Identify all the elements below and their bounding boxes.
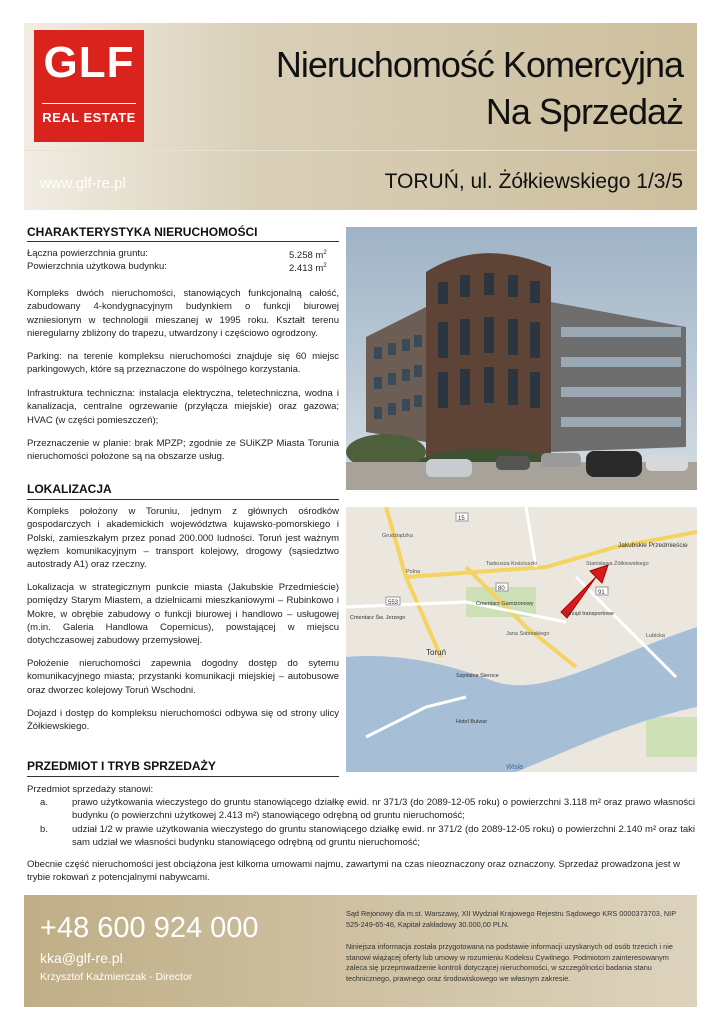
logo-divider <box>42 103 136 104</box>
map-street-kosciuszki: Tadeusza Kościuszki <box>486 561 538 567</box>
spec-label: Powierzchnia użytkowa budynku: <box>27 261 167 272</box>
legal-court-info: Sąd Rejonowy dla m.st. Warszawy, XII Wydział Krajowego Rejestru Sądowego KRS 0000373703, NIP 525-249-65-46, Kapitał zakładowy 30.000,00 PLN. <box>346 909 676 929</box>
parking-paragraph: Parking: na terenie kompleksu nieruchomości znajduje się 60 miejsc parkingowych, które są przeznaczone do wspólnego korzystania. <box>27 351 339 376</box>
spec-label: Łączna powierzchnia gruntu: <box>27 248 148 259</box>
sale-item-text: udział 1/2 w prawie użytkowania wieczystego do gruntu stanowiącego działkę ewid. nr 371/2 (do 2089-12-05 roku) o powierzchni 2.140 m² oraz taki sam udział we własności budynku stanowiącego odrębną od gruntu nieruchomość; <box>72 824 695 849</box>
sale-intro: Przedmiot sprzedaży stanowi: <box>27 784 154 795</box>
location-paragraph-3: Położenie nieruchomości zapewnia dogodny dostęp do sytemu komunikacyjnego miasta; przystanki komunikacji miejskiej – autobusowe oraz dworzec kolejowy Toruń Wschodni. <box>27 658 339 696</box>
header-divider <box>24 150 697 151</box>
characteristics-rule <box>27 241 339 242</box>
map-street-polna: Polna <box>406 569 421 575</box>
legal-disclaimer: Niniejsza informacja została przygotowana na podstawie informacji uzyskanych od osób trzecich i nie stanowi wiążącej oferty lub umowy w rozumieniu Kodeksu Cywilnego. Podmiotom zainteresowanym zaleca się przeprowadzenie kontroli dotyczącej nieruchomości, w szczególności badania stanu technicznego, prawnego oraz środowiskowego we własnym zakresie. <box>346 942 673 983</box>
page-title-line1: Nieruchomość Komercyjna <box>275 44 683 85</box>
sale-item-text: prawo użytkowania wieczystego do gruntu stanowiącego działkę ewid. nr 371/3 (do 2089-12-05 roku) o powierzchni 3.118 m² oraz prawo własności budynku (o powierzchni użytkowej 2.413 m²) stanowiącego odrębną od gruntu nieruchomość; <box>72 797 695 822</box>
contact-email[interactable]: kka@glf-re.pl <box>40 950 123 966</box>
contact-person: Krzysztof Kaźmierczak - Director <box>40 971 193 983</box>
map-street-grudziadzka: Grudziądzka <box>382 533 413 539</box>
map-label-torun: Toruń <box>426 648 447 657</box>
contact-phone[interactable]: +48 600 924 000 <box>40 912 259 944</box>
zoning-paragraph: Przeznaczenie w planie: brak MPZP; zgodnie ze SUiKZP Miasta Torunia nieruchomości położone są na obszarze usług. <box>27 438 339 463</box>
map-route-91: 91 <box>598 590 605 596</box>
map-svg <box>346 507 697 772</box>
sale-item-letter: b. <box>40 824 48 835</box>
map-street-zolkiewskiego: Stanisława Żółkiewskiego <box>586 561 649 567</box>
spec-value: 5.258 $m^2$ <box>289 250 327 262</box>
characteristics-heading: CHARAKTERYSTYKA NIERUCHOMOŚCI <box>27 225 258 239</box>
map-label-wisla: Wisła <box>506 764 524 771</box>
location-paragraph-4: Dojazd i dostęp do kompleksu nieruchomości odbywa się od strony ulicy Żółkiewskiego. <box>27 708 339 733</box>
location-heading: LOKALIZACJA <box>27 482 112 496</box>
map-route-80: 80 <box>498 586 505 592</box>
property-address: TORUŃ, ul. Żółkiewskiego 1/3/5 <box>384 170 683 193</box>
sale-item-letter: a. <box>40 797 48 808</box>
infrastructure-paragraph: Infrastruktura techniczna: instalacja elektryczna, teletechniczna, wodna i kanalizacja, centralne ogrzewanie (przyłącza miejskie) oraz gazowa; HVAC (w części pomieszczeń); <box>27 388 339 426</box>
logo-sub-text: REAL ESTATE <box>42 110 136 125</box>
spec-row <box>27 260 339 273</box>
sale-heading: PRZEDMIOT I TRYB SPRZEDAŻY <box>27 759 216 773</box>
map-route-15: 15 <box>458 516 465 522</box>
location-rule <box>27 499 339 500</box>
description-paragraph: Kompleks dwóch nieruchomości, stanowiących funkcjonalną całość, zabudowany 4-kondygnacyjnym budynkiem o funkcji biurowej wzniesionym w technologii mieszanej w 1995 roku. Kształt terenu nieregularny zbliżony do trapezu, utwardzony i częściowo ogrodzony. <box>27 288 339 339</box>
map-label-urzad: Urząd transportowe <box>566 611 614 617</box>
glf-logo <box>34 30 144 142</box>
map-label-jakubskie: Jakubskie Przedmieście <box>618 542 688 549</box>
map-street-lubicka: Lubicka <box>646 633 665 639</box>
building-photo <box>346 227 697 490</box>
spec-value: 2.413 $m^2$ <box>289 263 327 275</box>
website-link[interactable]: www.glf-re.pl <box>40 175 126 192</box>
location-paragraph-2: Lokalizacja w strategicznym punkcie miasta (Jakubskie Przedmieście) pomiędzy Starym Miastem, a dzielnicami mieszkaniowymi – Rubinkowo i Mokre, w obrębie zabudowy o funkcji biurowej i handlowo – usługowej (m.in. Galeria Handlowa Copernicus), powstającej w miejscu dotychczasowej zabudowy przemysłowej. <box>27 582 339 647</box>
spec-row <box>27 247 339 260</box>
map-route-553: 553 <box>388 600 399 606</box>
sale-rule <box>27 776 339 777</box>
map-label-cmentarz2: Cmentarz Garnizonowy <box>476 601 534 607</box>
location-paragraph-1: Kompleks położony w Toruniu, jednym z głównych ośrodków gospodarczych i akademickich województwa kujawsko-pomorskiego i Polski, zamieszkałym przez ponad 200.000 ludności. Toruń jest ważnym węzłem komunikacyjnym – transport kolejowy, drogowy (sąsiedztwo autostrady A1) oraz rzeczny. <box>27 506 339 571</box>
map-label-szpital: Szpitalne Sieroce <box>456 673 499 679</box>
building-illustration <box>346 227 697 490</box>
map-label-hotel: Hotel Bulwar <box>456 719 488 725</box>
page-title-line2: Na Sprzedaż <box>485 91 683 132</box>
map-street-jana: Jana Sobieskiego <box>506 631 550 637</box>
sale-outro: Obecnie część nieruchomości jest obciążona jest kilkoma umowami najmu, zawartymi na czas nieoznaczony oraz oznaczony. Sprzedaż prowadzona jest w trybie rokowań z potencjalnymi nabywcami. <box>27 859 680 884</box>
logo-main-text: GLF <box>43 38 135 87</box>
location-map[interactable] <box>346 507 697 772</box>
spec-list <box>27 247 339 273</box>
map-label-cmentarz1: Cmentarz Św. Jerzego <box>350 615 406 621</box>
